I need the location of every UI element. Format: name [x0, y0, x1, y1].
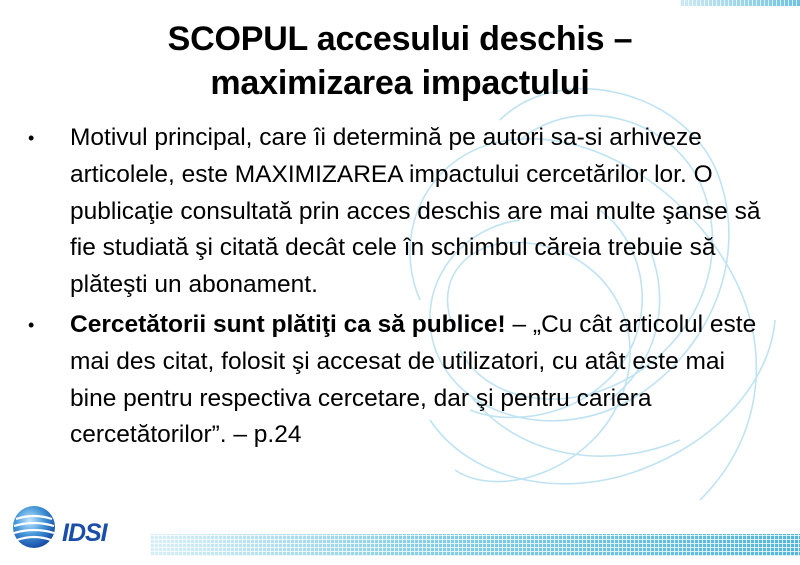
top-decorative-band [680, 0, 800, 6]
logo-text: IDSI [62, 519, 107, 547]
slide-title [40, 17, 760, 105]
bullet-icon: • [28, 314, 35, 335]
bottom-decorative-band [150, 534, 800, 556]
bullet-icon: • [28, 128, 35, 148]
globe-icon [10, 503, 58, 551]
title-line-1: SCOPUL accesului deschis – [167, 20, 633, 58]
title-line-2: maximizarea impactului [210, 64, 590, 102]
idsi-logo [10, 503, 110, 555]
bullet-bold-text: Cercetătorii sunt plătiţi ca să publice! [70, 310, 506, 338]
bullet-text: Motivul principal, care îi determină pe autori sa-si arhiveze articolele, este MAXIMIZAREA impactului cercetărilor lor. O publicaţie consultată prin acces deschis are mai multe şanse să fie studiată şi citată decât cele în schimbul căreia trebuie să plăteşti un abonament. [70, 124, 761, 299]
bullet-list [28, 120, 778, 457]
bullet-item-1 [28, 120, 778, 304]
bullet-item-2 [28, 307, 778, 454]
bullet-text: – „Cu cât articolul este mai des citat, folosit şi accesat de utilizatori, cu atât este mai bine pentru respectiva cercetare, dar şi pentru cariera cercetătorilor”. – p.24 [70, 310, 757, 449]
